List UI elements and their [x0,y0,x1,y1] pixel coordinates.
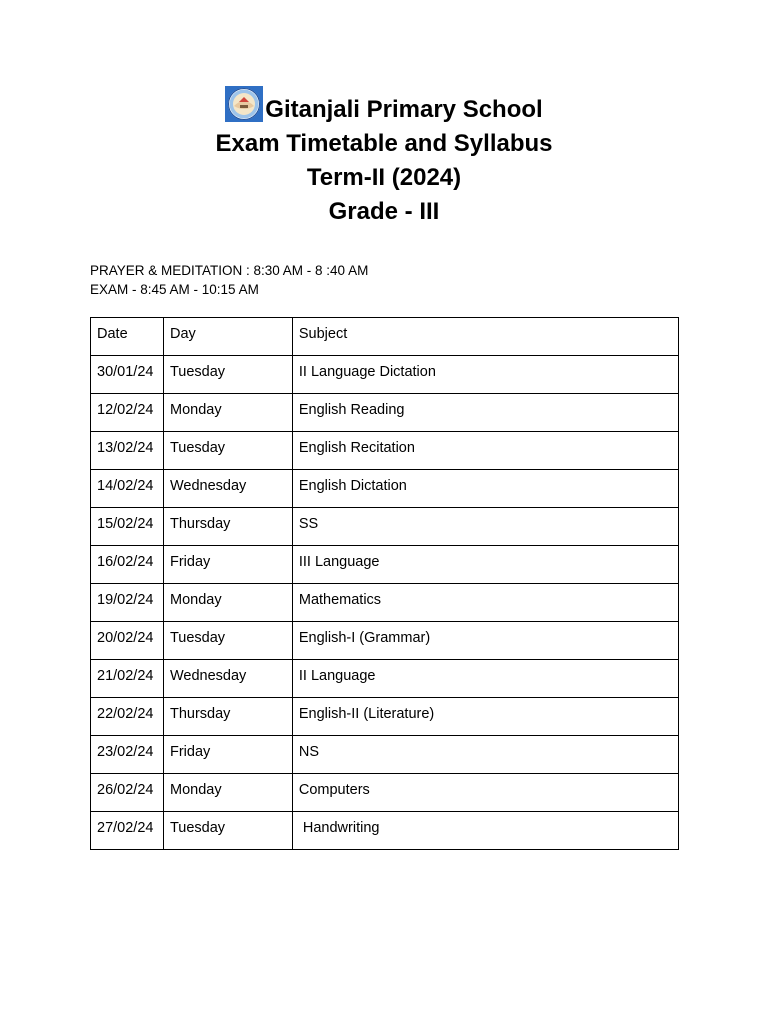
table-row [91,774,679,812]
document-title: Exam Timetable and Syllabus [215,130,553,157]
subject-cell: Mathematics [292,584,678,622]
day-cell: Tuesday [163,432,292,470]
day-cell: Monday [163,584,292,622]
school-name: Gitanjali Primary School [265,96,543,123]
document-header [0,93,768,229]
subject-cell: II Language [292,660,678,698]
day-cell: Monday [163,774,292,812]
subject-cell: Handwriting [292,812,678,850]
table-row [91,812,679,850]
table-row [91,356,679,394]
date-cell: 19/02/24 [91,584,164,622]
day-cell: Wednesday [163,660,292,698]
day-cell: Tuesday [163,356,292,394]
grade-label: Grade - III [328,198,440,225]
subject-cell: English Reading [292,394,678,432]
subject-cell: Computers [292,774,678,812]
subject-cell: English Dictation [292,470,678,508]
table-row [91,432,679,470]
day-cell: Tuesday [163,812,292,850]
table-row [91,546,679,584]
exam-timetable [90,317,679,850]
day-cell: Friday [163,546,292,584]
date-cell: 16/02/24 [91,546,164,584]
subject-cell: English-I (Grammar) [292,622,678,660]
timing-info [90,261,368,299]
column-header-day: Day [163,318,292,356]
date-cell: 12/02/24 [91,394,164,432]
table-row [91,736,679,774]
day-cell: Friday [163,736,292,774]
table-row [91,622,679,660]
school-title-line [0,93,768,127]
table-row [91,508,679,546]
day-cell: Thursday [163,698,292,736]
table-row [91,470,679,508]
subject-cell: NS [292,736,678,774]
table-row [91,584,679,622]
school-crest-logo-icon [225,86,263,122]
day-cell: Tuesday [163,622,292,660]
date-cell: 20/02/24 [91,622,164,660]
table-row [91,698,679,736]
subject-cell: SS [292,508,678,546]
day-cell: Monday [163,394,292,432]
subject-cell: III Language [292,546,678,584]
day-cell: Thursday [163,508,292,546]
date-cell: 27/02/24 [91,812,164,850]
date-cell: 21/02/24 [91,660,164,698]
subject-cell: English Recitation [292,432,678,470]
column-header-date: Date [91,318,164,356]
table-row [91,660,679,698]
day-cell: Wednesday [163,470,292,508]
subject-cell: II Language Dictation [292,356,678,394]
prayer-timing: PRAYER & MEDITATION : 8:30 AM - 8 :40 AM [90,263,369,278]
table-row [91,394,679,432]
table-header-row [91,318,679,356]
column-header-subject: Subject [292,318,678,356]
date-cell: 30/01/24 [91,356,164,394]
date-cell: 15/02/24 [91,508,164,546]
date-cell: 26/02/24 [91,774,164,812]
date-cell: 22/02/24 [91,698,164,736]
date-cell: 23/02/24 [91,736,164,774]
exam-timing: EXAM - 8:45 AM - 10:15 AM [90,282,259,297]
term-label: Term-II (2024) [306,164,462,191]
subject-cell: English-II (Literature) [292,698,678,736]
date-cell: 14/02/24 [91,470,164,508]
date-cell: 13/02/24 [91,432,164,470]
